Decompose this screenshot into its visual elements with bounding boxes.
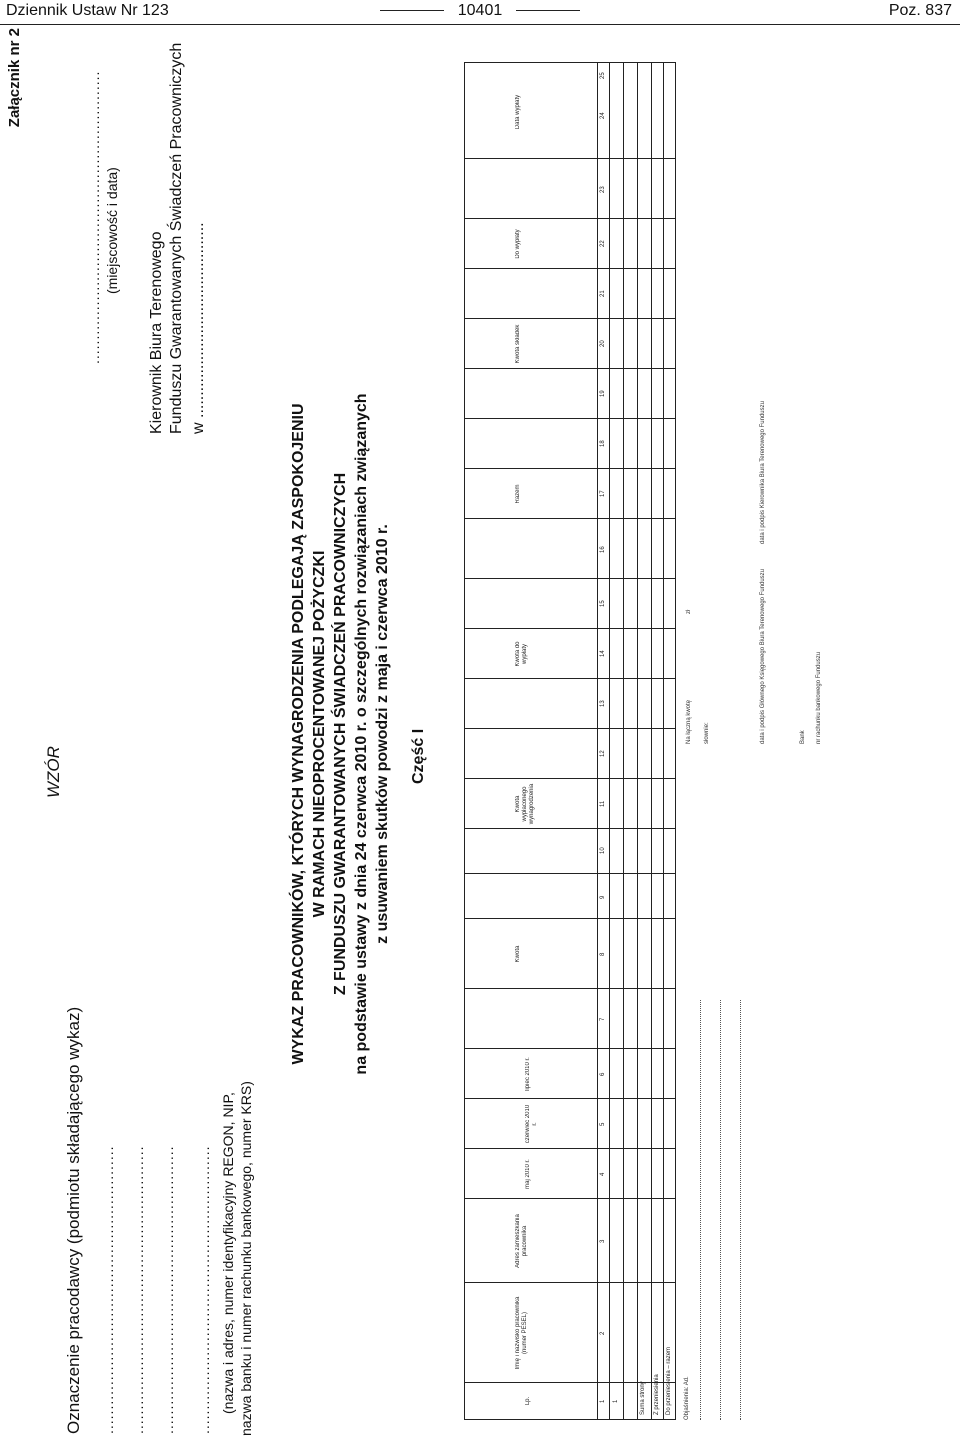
position-number: Poz. 837 [888,2,952,19]
col-number: 22 [600,240,606,247]
col-header-to-pay: Kwota do wypłaty [515,641,528,667]
bank-label: Bank [800,730,806,744]
col-number: 8 [600,952,606,956]
col-header-name: Imię i nazwisko pracownika (numer PESEL) [515,1296,528,1370]
recipient-line-2: Funduszu Gwarantowanych Świadczeń Pracowniczych [168,42,185,434]
col-number: 19 [600,390,606,397]
recipient-line-1: Kierownik Biura Terenowego [148,231,165,434]
title-line-3: Z FUNDUSZU GWARANTOWANYCH ŚWIADCZEŃ PRACOWNICZYCH [332,472,349,996]
journal-title: Dziennik Ustaw Nr 123 [6,2,169,19]
col-header-date: Data wypłaty [515,94,521,130]
col-header-lp: Lp. [525,1396,531,1406]
total-amount-label: Na łączną kwotę [686,699,692,744]
row-label: Suma strony [640,1381,646,1415]
col-header-july: lipiec 2010 r. [525,1057,531,1091]
in-words-label: słownie: [704,722,710,744]
employee-table [464,62,676,1420]
employer-line-2: ........................................................... [130,1145,146,1434]
col-header-june: czerwiec 2010 r. [525,1104,538,1144]
title-line-1: WYKAZ PRACOWNIKÓW, KTÓRYCH WYNAGRODZENIA PODLEGAJĄ ZASPOKOJENIU [290,403,307,1065]
col-number: 4 [600,1172,606,1176]
col-number: 6 [600,1072,606,1076]
title-line-2: W RAMACH NIEOPROCENTOWANEJ POŻYCZKI [311,550,328,918]
employer-line-4: ........................................................... [196,1145,212,1434]
col-number: 23 [600,186,606,193]
col-number: 21 [600,290,606,297]
col-number: 20 [600,340,606,347]
col-number: 14 [600,650,606,657]
employer-caption-2: nazwa banku i numer rachunku bankowego, numer KRS) [238,1081,254,1436]
row-label: Z przeniesienia [654,1374,660,1415]
col-number: 1 [600,1399,606,1403]
col-number: 13 [600,700,606,707]
col-number: 12 [600,750,606,757]
rotated-form [0,24,960,1444]
employer-line-1: ........................................................... [100,1145,116,1434]
col-number: 24 [600,112,606,119]
employer-line-3: ........................................................... [160,1145,176,1434]
col-number: 9 [600,895,606,899]
col-header-payout: Do wypłaty [515,229,521,259]
col-number: 10 [600,847,606,854]
row-label: 1 [613,1399,619,1403]
col-header-contributions: Kwota składek [515,324,521,364]
document-title [288,184,393,1284]
col-number: 16 [600,546,606,553]
sign-chief-accountant: data i podpis Głównego Księgowego Biura Terenowego Funduszu [760,568,766,744]
page-header [0,0,960,25]
col-number: 15 [600,600,606,607]
bank-account-label: nr rachunku bankowego Funduszu [816,651,822,744]
row-label: Do przeniesienia – razem [666,1346,672,1415]
currency-label: zł [686,609,692,614]
col-number: 2 [600,1331,606,1335]
col-number: 5 [600,1122,606,1126]
employer-caption-1: (nazwa i adres, numer identyfikacyjny REGON, NIP, [220,1092,236,1414]
notes-heading: Objaśnienia: Ad. [684,1376,690,1420]
place-date-caption: (miejscowość i data) [104,167,120,294]
place-date-line: ............................................................ [86,70,102,364]
col-header-total: Razem [515,484,521,504]
recipient-line-3: w ............................................ [190,222,207,434]
employer-label: Oznaczenie pracodawcy (podmiotu składającego wykaz) [64,1006,83,1434]
col-number: 25 [600,72,606,79]
title-line-4: na podstawie ustawy z dnia 24 czerwca 2010 r. o szczególnych rozwiązaniach związanych [353,393,370,1075]
attachment-label: Załącznik nr 2 [6,28,23,128]
col-number: 3 [600,1239,606,1243]
sign-head: data i podpis Kierownika Biura Terenowego Funduszu [760,401,766,544]
col-header-may: maj 2010 r. [525,1159,531,1189]
title-line-5: z usuwaniem skutków powodzi z maja i czerwca 2010 r. [374,524,391,944]
col-number: 17 [600,490,606,497]
col-header-address: Adres zamieszkania pracownika [515,1214,528,1268]
page-number: 10401 [0,2,960,20]
col-number: 18 [600,440,606,447]
col-header-amount: Kwota [515,945,521,963]
col-number: 7 [600,1017,606,1021]
col-number: 11 [600,800,606,807]
part-label: Część I [410,728,427,784]
col-header-paid: Kwota wypłaconego wynagrodzenia [515,783,535,825]
form-template-label: WZÓR [44,746,63,798]
